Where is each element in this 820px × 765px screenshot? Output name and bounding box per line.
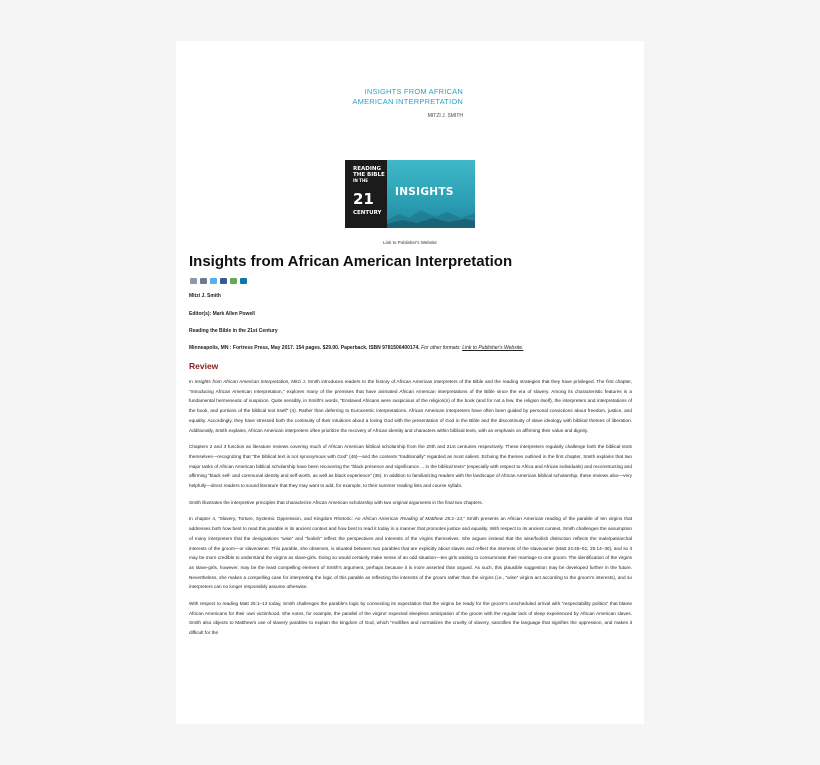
email-icon[interactable] xyxy=(200,278,207,284)
cover-mountain-graphic xyxy=(387,206,475,228)
book-header-title xyxy=(326,87,463,107)
review-paragraph xyxy=(189,514,632,592)
twitter-icon[interactable] xyxy=(210,278,217,284)
paragraph-text: In chapter 4, “Slavery, Torture, Systemic Oppression, and Kingdom Rhetoric: xyxy=(189,516,355,522)
cover-art-panel xyxy=(387,160,475,228)
book-header-title-line1: INSIGHTS FROM AFRICAN xyxy=(364,87,463,96)
document-page xyxy=(176,41,644,724)
book-cover-image xyxy=(345,160,475,228)
meta-publication xyxy=(189,345,523,351)
review-paragraph: Smith illustrates the interpretive principles that characterize African American scholarship with two original arguments in the final two chapters. xyxy=(189,499,483,505)
paragraph-text: In xyxy=(189,379,195,384)
cover-series-number: 21 xyxy=(353,190,374,208)
meta-author: Mitzi J. Smith xyxy=(189,293,221,299)
paragraph-text: ,” Smith presents an African American reading of the parable of ten virgins that addresses both how best to read this parable in its ancient context and how best to read it today in a manner that promotes justice and equality. With respect to its ancient context, Smith challenges the assumption of many interpreters that the designations “wise” and “foolish” reflect the perspectives and interests of the virgins themselves. She argues instead that the wise/foolish distinction reflects the male/patriarchal interests of the groom—or slaveowner. This parable, she observes, is situated between two parables that are explicitly about slaves and reflect the interests of the slaveowner (Matt 24:45–51; 25:14–30), and so it may be more credible to understand the virgins as slave-girls. Doing so would certainly make sense of an odd situation—ten girls waiting to consummate their marriage to one groom. The identification of the virgins as slave-girls, however, may be the least compelling element of Smith's argument, perhaps because it is more asserted than argued. As such, this plausible suggestion may be developed further in the future. Nevertheless, she makes a compelling case for interpreting the logic of this parable as reflecting the interests of the groom rather than the virgins (i.e., “wise” virgins act according to the groom's interests), and so interpreters can no longer responsibly assume otherwise. xyxy=(189,516,632,590)
print-icon[interactable] xyxy=(230,278,237,284)
book-header-author: MITZI J. SMITH xyxy=(427,113,463,119)
cover-series-line1: READING xyxy=(353,166,381,172)
meta-formats-link[interactable]: Link to Publisher's Website. xyxy=(462,345,524,351)
publisher-link-caption[interactable]: Link to Publisher's Website xyxy=(383,240,437,245)
cover-series-text xyxy=(353,166,385,184)
book-title-italic: Insights from African American Interpretation xyxy=(194,379,289,384)
review-paragraph xyxy=(189,377,632,435)
cover-series-panel xyxy=(345,160,387,228)
facebook-icon[interactable] xyxy=(220,278,227,284)
review-paragraph: Chapters 2 and 3 function as literature reviews covering much of African American biblical scholarship from the 20th and 21st centuries respectively. These interpreters regularly challenge both the biblical texts themselves—recognizing that “the biblical text is not synonymous with God” (46)—and the contexts “traditionally” regarded as most salient. Echoing the themes outlined in the first chapter, Smith explains that two major tasks of African American biblical scholarship have been recovering the “black presence and significance ... in the biblical texts” (especially with respect to Africa and African individuals) and reconstructing and affirming “black self- and communal identity and self-worth, as well as black experience” (36). In addition to familiarizing readers with the landscape of African American biblical scholarship, these reviews also—very helpfully—direct readers to sound literature that they may want to add, for example, to their summer reading lists and course syllabi. xyxy=(189,444,632,489)
cover-series-century: CENTURY xyxy=(353,210,382,216)
book-header-title-line2: AMERICAN INTERPRETATION xyxy=(352,97,463,106)
share-icon[interactable] xyxy=(190,278,197,284)
review-paragraph: With respect to reading Matt 25:1–13 today, Smith challenges the parable's logic by connecting its expectation that the virgins be ready for the groom's unscheduled arrival with “respectability politics” that blame African Americans for their own victimhood. She notes, for example, the parallel of the virgins' expected sleepless anticipation of the groom with the regular lack of sleep experienced by African American slaves. Smith also objects to Matthew's use of slavery parables to explain the kingdom of God, which “mollifies and normalizes the cruelty of slavery, sanctifies the language that signifies the oppression, and makes it difficult for the xyxy=(189,601,632,636)
share-toolbar xyxy=(190,278,247,284)
review-body xyxy=(189,377,632,645)
linkedin-icon[interactable] xyxy=(240,278,247,284)
chapter-title-italic: An African American Reading of Matthew 25:1–13 xyxy=(354,516,462,522)
meta-publication-text: Minneapolis, MN : Fortress Press, May 2017. 154 pages. $29.00. Paperback. ISBN 9781506400174. xyxy=(189,345,420,351)
page-title: Insights from African American Interpretation xyxy=(189,253,513,270)
meta-editor: Editor(s): Mark Allen Powell xyxy=(189,311,255,317)
review-heading: Review xyxy=(189,361,219,371)
meta-formats-label: For other formats: xyxy=(421,345,461,351)
cover-series-line3: IN THE xyxy=(353,178,369,183)
cover-word: INSIGHTS xyxy=(395,186,454,198)
paragraph-text: , Mitzi J. Smith introduces readers to the history of African American interpreters of the Bible and the reading strategies that they have privileged. The first chapter, “Introducing African American Interpretation,” explores many of the premises that have animated African American interpretations of the Bible since the era of slavery. Among its characteristic features is a fundamental hermeneutic of suspicion. Quite sensibly, in Smith's words, “Enslaved Africans were suspicious of the religion(s) of the book (and for not a few, the religion itself), the interpreters and interpretations of the book, and portions of the biblical text itself” (4). Rather than deferring to Eurocentric interpretations, African American interpreters have often been guided by personal convictions about freedom, justice, and equality. Accordingly, they have stressed both the continuity of their intuitions about a loving God with the presentation of God in the Bible and the discontinuity of slave ideology with biblical themes of liberation. Additionally, Smith explains, African American interpreters often prioritize the recovery of African identity and characters within biblical texts, with an emphasis on affirming their value and dignity. xyxy=(189,379,632,433)
cover-series-line2: THE BIBLE xyxy=(353,172,385,178)
meta-series: Reading the Bible in the 21st Century xyxy=(189,328,278,334)
